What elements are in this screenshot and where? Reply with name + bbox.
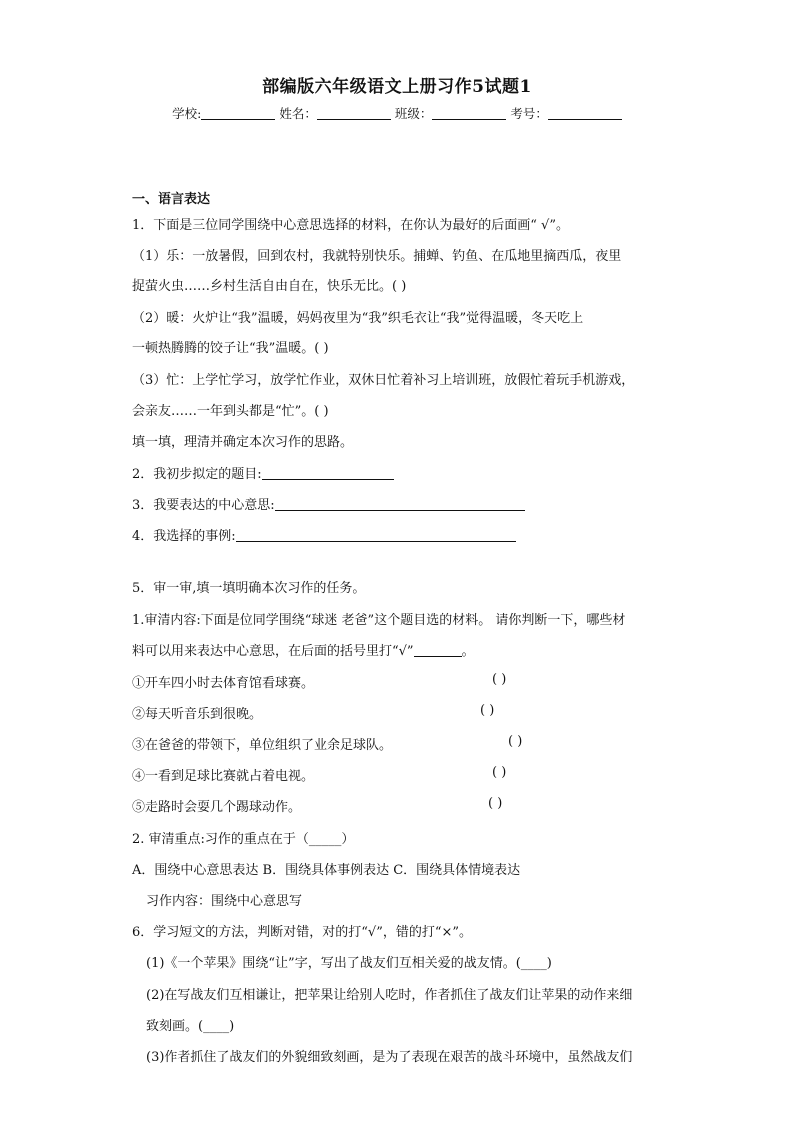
q6-statement-2-cont: 致刻画。(____)	[146, 1019, 235, 1034]
q5-item-1: ①开车四小时去体育馆看球赛。	[132, 676, 315, 691]
q2-line	[132, 463, 394, 482]
q5-part2-options: A．围绕中心意思表达 B．围绕具体事例表达 C．围绕具体情境表达	[132, 863, 521, 878]
page-title: 部编版六年级语文上册习作5试题1	[262, 77, 532, 97]
q5-item-4-answer[interactable]: ( )	[492, 765, 507, 780]
q5-part2: 2. 审清重点:习作的重点在于（_____）	[132, 832, 355, 847]
q5-item-5: ⑤走路时会耍几个踢球动作。	[132, 800, 302, 815]
q5-note: 习作内容：围绕中心意思写	[146, 894, 303, 909]
q3-answer-blank[interactable]	[275, 497, 525, 511]
q2-answer-blank[interactable]	[262, 466, 394, 480]
q1-option-3: （3）忙：上学忙学习，放学忙作业，双休日忙着补习上培训班，放假忙着玩手机游戏，	[132, 373, 635, 388]
q3-line	[132, 494, 525, 513]
class-blank[interactable]	[432, 107, 506, 120]
q5-part1-blank[interactable]	[414, 643, 462, 657]
q1-option-2-cont: 一顿热腾腾的饺子让“我”温暖。( )	[132, 341, 329, 356]
school-blank[interactable]	[201, 107, 275, 120]
q5-item-4: ④一看到足球比赛就占着电视。	[132, 769, 315, 784]
section-heading: 一、语言表达	[132, 192, 211, 207]
q4-label: 4．我选择的事例:	[132, 529, 236, 544]
q4-answer-blank[interactable]	[236, 528, 516, 542]
q5-part1-period: 。	[461, 644, 475, 659]
q1-stem: 1．下面是三位同学围绕中心意思选择的材料，在你认为最好的后面画“ √”。	[132, 218, 569, 233]
school-label: 学校:	[172, 106, 202, 121]
number-label: 考号：	[510, 106, 548, 121]
q6-stem: 6．学习短文的方法，判断对错，对的打“√”，错的打“×”。	[132, 925, 473, 940]
q5-stem: 5．审一审,填一填明确本次习作的任务。	[132, 581, 366, 596]
name-blank[interactable]	[317, 107, 391, 120]
class-label: 班级：	[394, 106, 433, 121]
q5-item-1-answer[interactable]: ( )	[492, 672, 507, 687]
q1-option-1: （1）乐：一放暑假，回到农村，我就特别快乐。捕蝉、钓鱼、在瓜地里摘西瓜，夜里	[132, 249, 622, 264]
q5-part1-cont	[132, 640, 475, 659]
q1-option-2: （2）暖：火炉让“我”温暖，妈妈夜里为“我”织毛衣让“我”觉得温暖，冬天吃上	[132, 311, 584, 326]
q5-item-3: ③在爸爸的带领下，单位组织了业余足球队。	[132, 738, 393, 753]
student-info-line	[0, 104, 794, 122]
q5-item-3-answer[interactable]: ( )	[508, 734, 523, 749]
q6-statement-3: (3)作者抓住了战友们的外貌细致刻画，是为了表现在艰苦的战斗环境中，虽然战友们	[146, 1050, 633, 1065]
name-label: 姓名：	[279, 106, 317, 121]
q1-option-1-cont: 捉萤火虫……乡村生活自由自在，快乐无比。( )	[132, 279, 407, 294]
q4-line	[132, 525, 516, 544]
q5-item-2: ②每天听音乐到很晚。	[132, 707, 263, 722]
q5-item-5-answer[interactable]: ( )	[488, 796, 503, 811]
q5-item-2-answer[interactable]: ( )	[480, 703, 495, 718]
q6-statement-2: (2)在写战友们互相谦让，把苹果让给别人吃时，作者抓住了战友们让苹果的动作来细	[146, 988, 633, 1003]
fill-instructions: 填一填，理清并确定本次习作的思路。	[132, 435, 354, 450]
q5-part1-text: 料可以用来表达中心意思，在后面的括号里打“√”	[132, 644, 414, 659]
q1-option-3-cont: 会亲友……一年到头都是“忙”。( )	[132, 404, 329, 419]
q6-statement-1: (1)《一个苹果》围绕“让”字，写出了战友们互相关爱的战友情。(____)	[146, 956, 552, 971]
q3-label: 3．我要表达的中心意思:	[132, 498, 275, 513]
number-blank[interactable]	[548, 107, 622, 120]
q2-label: 2．我初步拟定的题目:	[132, 467, 262, 482]
q5-part1: 1.审清内容:下面是位同学围绕“球迷 老爸”这个题目选的材料。 请你判断一下，哪些材	[132, 613, 626, 628]
